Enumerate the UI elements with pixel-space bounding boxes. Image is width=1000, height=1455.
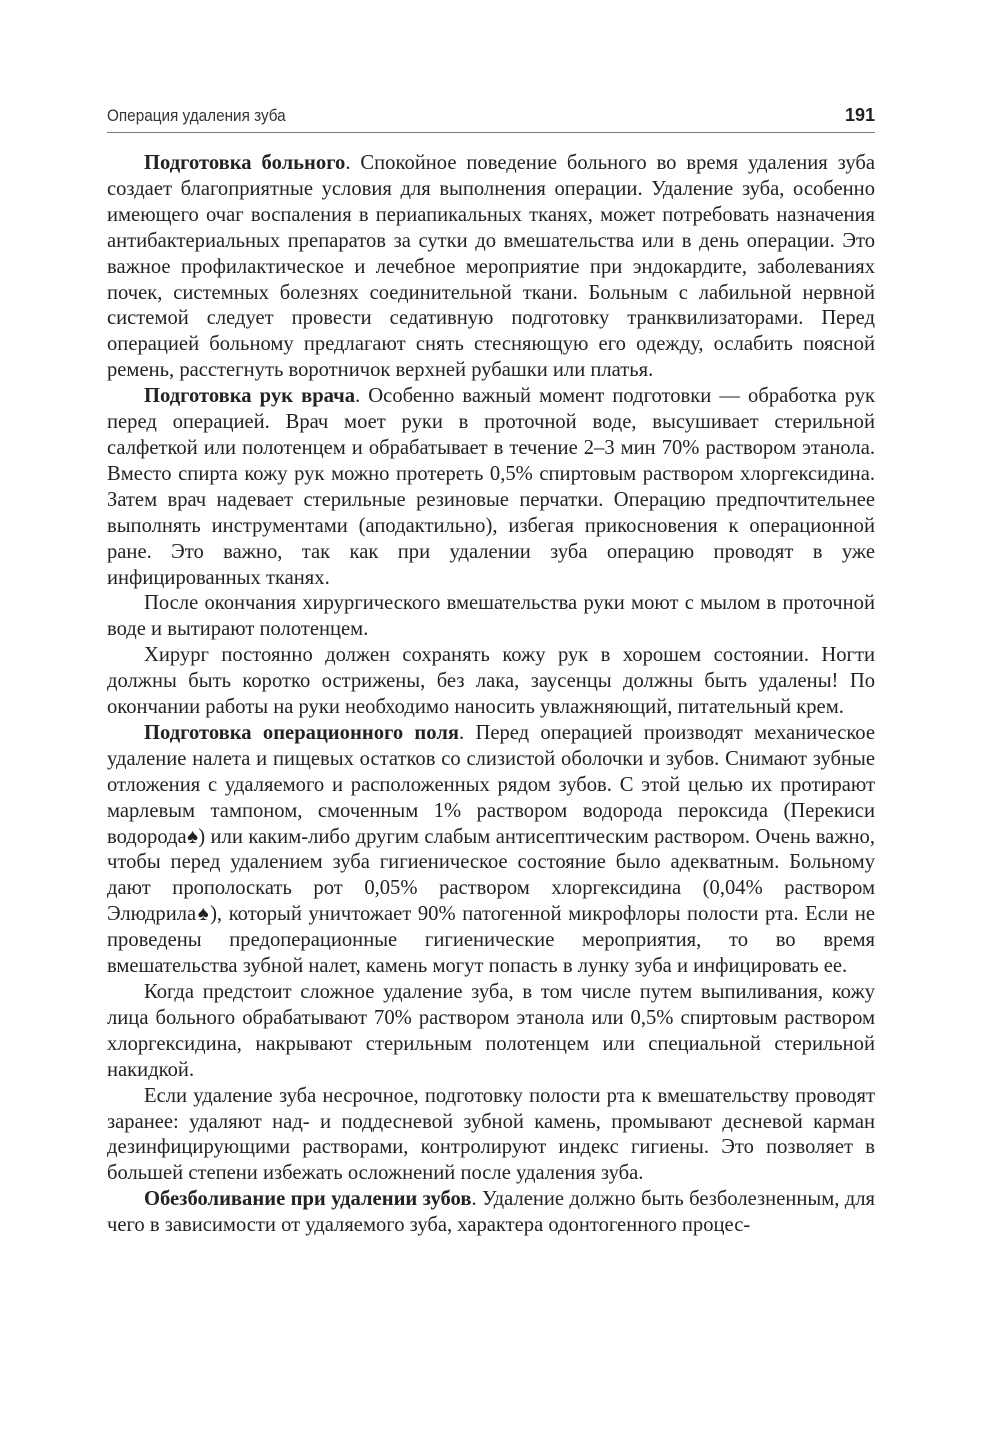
paragraph-heading: Подготовка операционного поля (144, 721, 460, 744)
paragraph-heading: Подготовка больного (144, 152, 346, 174)
paragraph-heading: Обезболивание при удалении зубов (144, 1188, 472, 1211)
paragraph-non-urgent (107, 1084, 875, 1188)
running-header (107, 104, 875, 133)
paragraph-text: Хирург постоянно должен сохранять кожу рук в хорошем состоянии. Ногти должны быть коротко острижены, без лака, заусенцы должны быть удалены! По окончании работы на руки необходимо наносить увлажняющий, питательный крем. (107, 644, 875, 719)
paragraph-text: Когда предстоит сложное удаление зуба, в том числе путем выпиливания, кожу лица больного обрабатывают 70% раствором этанола или 0,5% спиртовым раствором хлоргексидина, накрывают стерильным полотенцем или специальной стерильной накидкой. (107, 981, 875, 1081)
paragraph-operative-field (107, 721, 875, 980)
paragraph-text: . Особенно важный момент подготовки — обработка рук перед операцией. Врач моет руки в проточной воде, высушивает стерильной салфеткой или полотенцем и обрабатывает в течение 2–3 мин 70% раствором этанола. Вместо спирта кожу рук можно протереть 0,5% спиртовым раствором хлоргексидина. Затем врач надевает стерильные резиновые перчатки. Операцию предпочтительнее выполнять инструментами (аподактильно), избегая прикосновения к операционной ране. Это важно, так как при удалении зуба операцию проводят в уже инфицированных тканях. (107, 385, 876, 589)
paragraph-hand-care (107, 643, 875, 721)
paragraph-complex-extraction (107, 980, 875, 1084)
paragraph-after-surgery (107, 591, 875, 643)
paragraph-doctor-hands (107, 384, 875, 591)
paragraph-text: После окончания хирургического вмешательства руки моют с мылом в проточной воде и вытирают полотенцем. (107, 592, 875, 641)
paragraph-text: . Спокойное поведение больного во время удаления зуба создает благоприятные условия для выполнения операции. Удаление зуба, особенно имеющего очаг воспаления в периапикальных тканях, может потребовать назначения антибактериальных препаратов за сутки до вмешательства или в день операции. Это важное профилактическое и лечебное мероприятие при эндокардите, заболеваниях почек, системных болезнях соединительной ткани. Больным с лабильной нервной системой следует провести седативную подготовку транквилизаторами. Перед операцией больному предлагают снять стесняющую его одежду, ослабить поясной ремень, расстегнуть воротничок верхней рубашки или платья. (107, 152, 875, 382)
paragraph-text: . Перед операцией производят механическое удаление налета и пищевых остатков со слизистой оболочки и зубов. Снимают зубные отложения с удаляемого и расположенных рядом зубов. С этой целью их протирают марлевым тампоном, смоченным 1% раствором водорода пероксида (Перекиси водорода♠) или каким-либо другим слабым антисептическим раствором. Очень важно, чтобы перед удалением зуба гигиеническое состояние было адекватным. Больному дают прополоскать рот 0,05% раствором хлоргексидина (0,04% раствором Элюдрила♠), который уничтожает 90% патогенной микрофлоры полости рта. Если не проведены предоперационные гигиенические мероприятия, то во время вмешательства зубной налет, камень могут попасть в лунку зуба и инфицировать ее. (107, 721, 875, 978)
running-title: Операция удаления зуба (107, 106, 286, 125)
paragraph-text: Если удаление зуба несрочное, подготовку полости рта к вмешательству проводят заранее: удаляют над- и поддесневой зубной камень, промывают десневой карман дезинфицирующими растворами, контролируют индекс гигиены. Это позволяет в большей степени избежать осложнений после удаления зуба. (107, 1084, 875, 1185)
paragraph-heading: Подготовка рук врача (144, 385, 356, 408)
page-number: 191 (844, 105, 875, 125)
body-text (107, 151, 875, 1239)
paragraph-anesthesia (107, 1187, 875, 1239)
paragraph-text: . Удаление должно быть безболезненным, для чего в зависимости от удаляемого зуба, характера одонтогенного процес- (107, 1188, 875, 1237)
paragraph-patient-preparation (107, 151, 875, 384)
